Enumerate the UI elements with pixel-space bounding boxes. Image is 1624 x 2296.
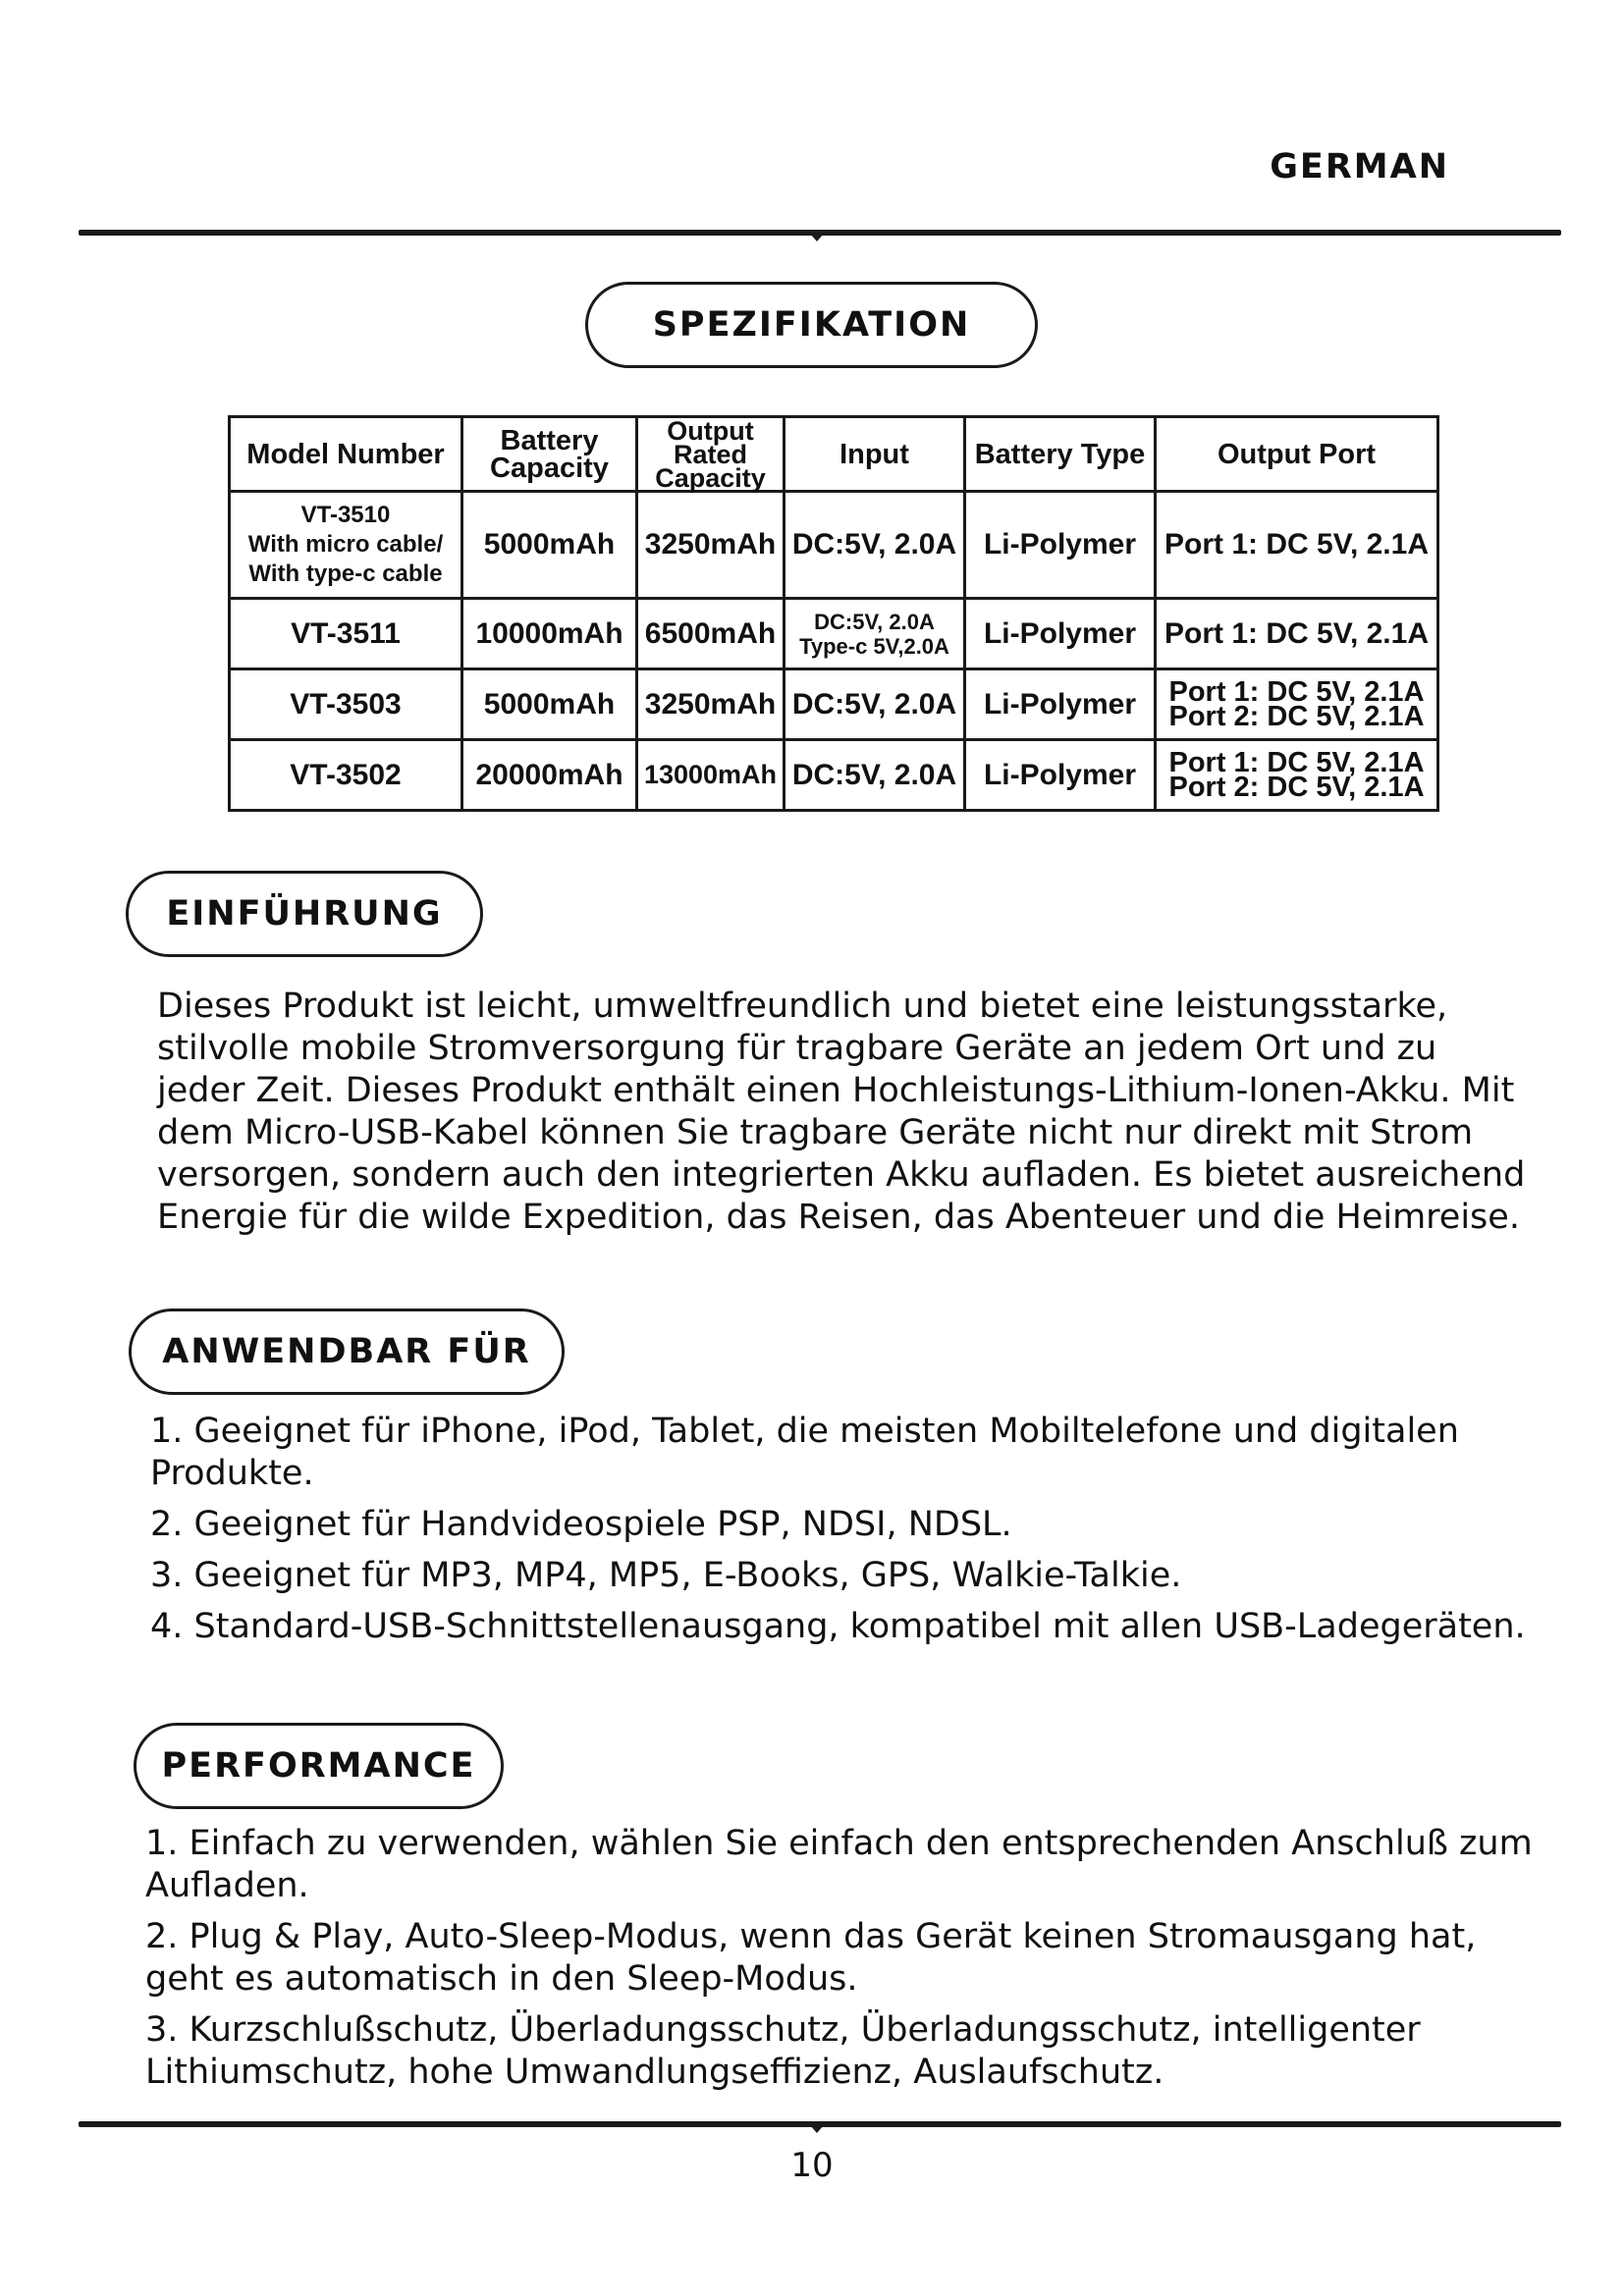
list-item: 3. Kurzschlußschutz, Überladungsschutz, Überladungsschutz, intelligenter Lithiumschutz, hohe Umwandlungseffizienz, Auslaufschutz. [145,2010,1421,2092]
list-item: 2. Geeignet für Handvideospiele PSP, NDSI, NDSL. [150,1505,1012,1544]
model-cell: VT-3511 [230,599,462,669]
battery-cell: 5000mAh [462,669,637,740]
language-label: GERMAN [1270,147,1449,187]
header-model: Model Number [230,417,462,492]
list-item: 3. Geeignet für MP3, MP4, MP5, E-Books, GPS, Walkie-Talkie. [150,1556,1182,1595]
type-cell: Li-Polymer [965,599,1156,669]
output-cell: 3250mAh [637,492,785,599]
bottom-divider [79,2121,1561,2127]
output-cell: 6500mAh [637,599,785,669]
battery-cell: 10000mAh [462,599,637,669]
list-item: 4. Standard-USB-Schnittstellenausgang, kompatibel mit allen USB-Ladegeräten. [150,1607,1526,1646]
port-cell: Port 1: DC 5V, 2.1A Port 2: DC 5V, 2.1A [1156,669,1438,740]
spec-table [228,415,1439,812]
section-title-einfuehrung: EINFÜHRUNG [126,871,483,957]
top-divider [79,230,1561,236]
intro-paragraph: Dieses Produkt ist leicht, umweltfreundlich und bietet eine leistungsstarke, stilvolle mobile Stromversorgung für tragbare Geräte an jedem Ort und zu jeder Zeit. Dieses Produkt enthält einen Hochleistungs-Lithium-Ionen-Akku. Mit dem Micro-USB-Kabel können Sie tragbare Geräte nicht nur direkt mit Strom versorgen, sondern auch den integrierten Akku aufladen. Es bietet ausreichend Energie für die wilde Expedition, das Reisen, das Abenteuer und die Heimreise. [157,987,1526,1237]
input-cell: DC:5V, 2.0A [785,492,965,599]
output-cell: 3250mAh [637,669,785,740]
table-row [230,669,1438,740]
type-cell: Li-Polymer [965,669,1156,740]
list-item: 1. Geeignet für iPhone, iPod, Tablet, die meisten Mobiltelefone und digitalen Produkte. [150,1412,1459,1493]
table-row [230,599,1438,669]
section-title-anwendbar: ANWENDBAR FÜR [129,1308,565,1395]
model-cell: VT-3503 [230,669,462,740]
header-output-port: Output Port [1156,417,1438,492]
type-cell: Li-Polymer [965,740,1156,811]
port-cell: Port 1: DC 5V, 2.1A [1156,492,1438,599]
port-cell: Port 1: DC 5V, 2.1A [1156,599,1438,669]
table-row [230,492,1438,599]
header-battery-type: Battery Type [965,417,1156,492]
performance-list [145,1823,1549,2103]
applicable-list [150,1411,1544,1657]
input-cell: DC:5V, 2.0A Type-c 5V,2.0A [785,599,965,669]
input-cell: DC:5V, 2.0A [785,669,965,740]
header-battery-capacity: Battery Capacity [462,417,637,492]
page-number: 10 [790,2146,834,2185]
list-item: 2. Plug & Play, Auto-Sleep-Modus, wenn das Gerät keinen Stromausgang hat, geht es automatisch in den Sleep-Modus. [145,1917,1477,1999]
section-title-performance: PERFORMANCE [134,1723,504,1809]
list-item: 1. Einfach zu verwenden, wählen Sie einfach den entsprechenden Anschluß zum Aufladen. [145,1824,1533,1905]
battery-cell: 20000mAh [462,740,637,811]
table-row [230,740,1438,811]
section-title-spezifikation: SPEZIFIKATION [585,282,1038,368]
port-cell: Port 1: DC 5V, 2.1A Port 2: DC 5V, 2.1A [1156,740,1438,811]
model-cell: VT-3510 With micro cable/ With type-c cable [230,492,462,599]
type-cell: Li-Polymer [965,492,1156,599]
input-cell: DC:5V, 2.0A [785,740,965,811]
output-cell: 13000mAh [637,740,785,811]
header-input: Input [785,417,965,492]
spec-table-header [230,417,1438,492]
battery-cell: 5000mAh [462,492,637,599]
header-output-rated-capacity: Output Rated Capacity [637,417,785,492]
model-cell: VT-3502 [230,740,462,811]
